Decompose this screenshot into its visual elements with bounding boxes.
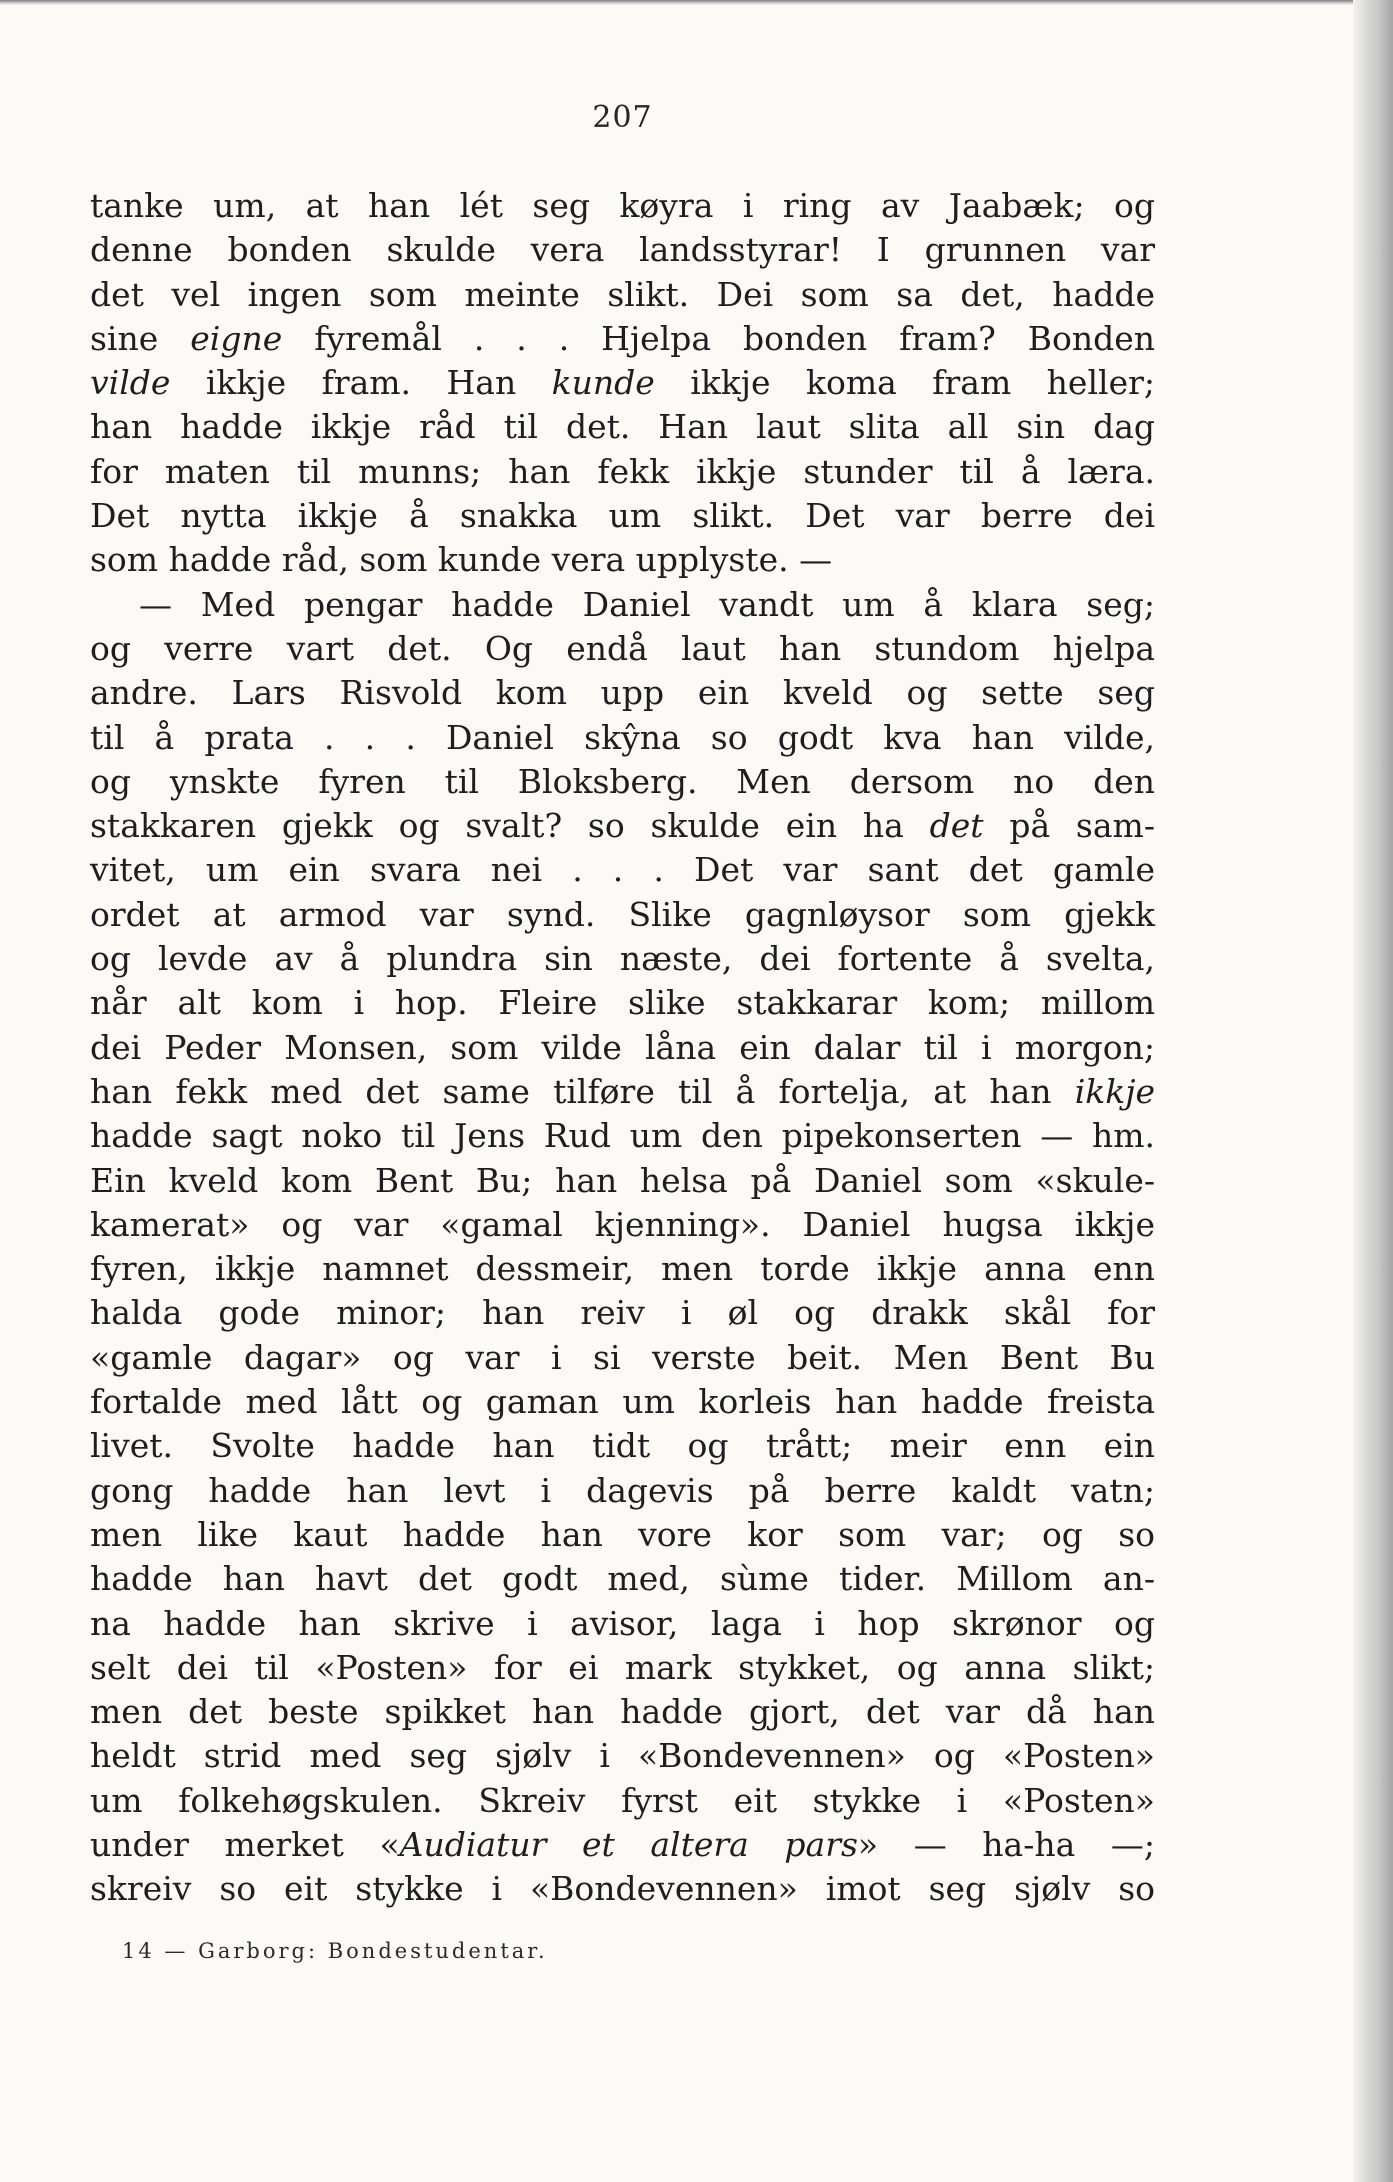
text-line: ordet at armod var synd. Slike gagnløysor som gjekk [90,894,1155,934]
line-segment: » — ha-ha —; [857,1824,1155,1864]
text-line: tanke um, at han lét seg køyra i ring av Jaabæk; og [90,186,1155,225]
text-line: halda gode minor; han reiv i øl og drakk skål for [90,1293,1155,1333]
text-line: selt dei til «Posten» for ei mark stykket, og anna slikt; [90,1647,1155,1687]
text-line [90,361,1155,405]
text-line [90,317,1155,361]
text-line: og ynskte fyren til Bloksberg. Men dersom no den [90,761,1155,801]
line-segment: ikkje koma fram heller; [654,363,1155,403]
line-segment: på sam- [983,806,1155,846]
italic-word: eigne [190,318,283,358]
text-line: andre. Lars Risvold kom upp ein kveld og sette seg [90,673,1155,713]
text-line [90,1823,1155,1867]
italic-word: kunde [551,363,655,403]
text-line: han hadde ikkje råd til det. Han laut slita all sin dag [90,407,1155,447]
scan-edge-right [1353,0,1393,2182]
text-line: heldt strid med seg sjølv i «Bondevennen» og «Posten» [90,1736,1155,1776]
text-line: vitet, um ein svara nei . . . Det var sant det gamle [90,850,1155,890]
text-line: livet. Svolte hadde han tidt og trått; meir enn ein [90,1426,1155,1466]
text-line: det vel ingen som meinte slikt. Dei som sa det, hadde [90,274,1155,314]
text-line: hadde han havt det godt med, sùme tider. Millom an- [90,1559,1155,1599]
italic-phrase: Audiatur et altera pars [399,1824,858,1864]
text-line: dei Peder Monsen, som vilde låna ein dalar til i morgon; [90,1027,1155,1067]
footer-signature: 14 — Garborg: Bondestudentar. [122,1939,548,1963]
text-line [90,1070,1155,1114]
text-line: og verre vart det. Og endå laut han stundom hjelpa [90,628,1155,668]
text-line: hadde sagt noko til Jens Rud um den pipekonserten — hm. [90,1116,1155,1156]
page-number: 207 [592,100,653,135]
text-line: kamerat» og var «gamal kjenning». Daniel hugsa ikkje [90,1204,1155,1244]
text-line: men det beste spikket han hadde gjort, det var då han [90,1692,1155,1732]
text-line: når alt kom i hop. Fleire slike stakkarar kom; millom [90,983,1155,1023]
italic-word: vilde [90,363,171,403]
line-segment: fyremål . . . Hjelpa bonden fram? Bonden [282,318,1155,358]
italic-word: det [929,806,984,846]
line-segment: sine [90,318,191,358]
scan-edge-top [0,0,1393,5]
text-line: um folkehøgskulen. Skreiv fyrst eit stykke i «Posten» [90,1780,1155,1820]
text-line: skreiv so eit stykke i «Bondevennen» imot seg sjølv so [90,1869,1155,1909]
italic-word: ikkje [1074,1071,1155,1111]
text-line: for maten til munns; han fekk ikkje stunder til å læra. [90,451,1155,491]
text-line: fortalde med lått og gaman um korleis han hadde freista [90,1382,1155,1422]
page-body [90,184,1155,1912]
text-line [90,804,1155,848]
text-line: na hadde han skrive i avisor, laga i hop skrønor og [90,1603,1155,1643]
text-line: Ein kveld kom Bent Bu; han helsa på Daniel som «skule- [90,1160,1155,1200]
text-line: men like kaut hadde han vore kor som var; og so [90,1514,1155,1554]
text-line: fyren, ikkje namnet dessmeir, men torde ikkje anna enn [90,1249,1155,1289]
text-line: — Med pengar hadde Daniel vandt um å klara seg; [139,584,1155,624]
line-segment: ikkje fram. Han [170,363,552,403]
text-line: gong hadde han levt i dagevis på berre kaldt vatn; [90,1470,1155,1510]
text-line: til å prata . . . Daniel skŷna so godt kva han vilde, [90,717,1155,757]
line-segment: han fekk med det same tilføre til å fortelja, at han [90,1071,1075,1111]
text-line: «gamle dagar» og var i si verste beit. Men Bent Bu [90,1337,1155,1377]
line-segment: stakkaren gjekk og svalt? so skulde ein ha [90,806,930,846]
text-line: Det nytta ikkje å snakka um slikt. Det var berre dei [90,496,1155,536]
text-line: som hadde råd, som kunde vera upplyste. — [90,540,833,580]
text-line: og levde av å plundra sin næste, dei fortente å svelta, [90,939,1155,979]
text-line: denne bonden skulde vera landsstyrar! I grunnen var [90,230,1155,270]
line-segment: under merket « [90,1824,400,1864]
